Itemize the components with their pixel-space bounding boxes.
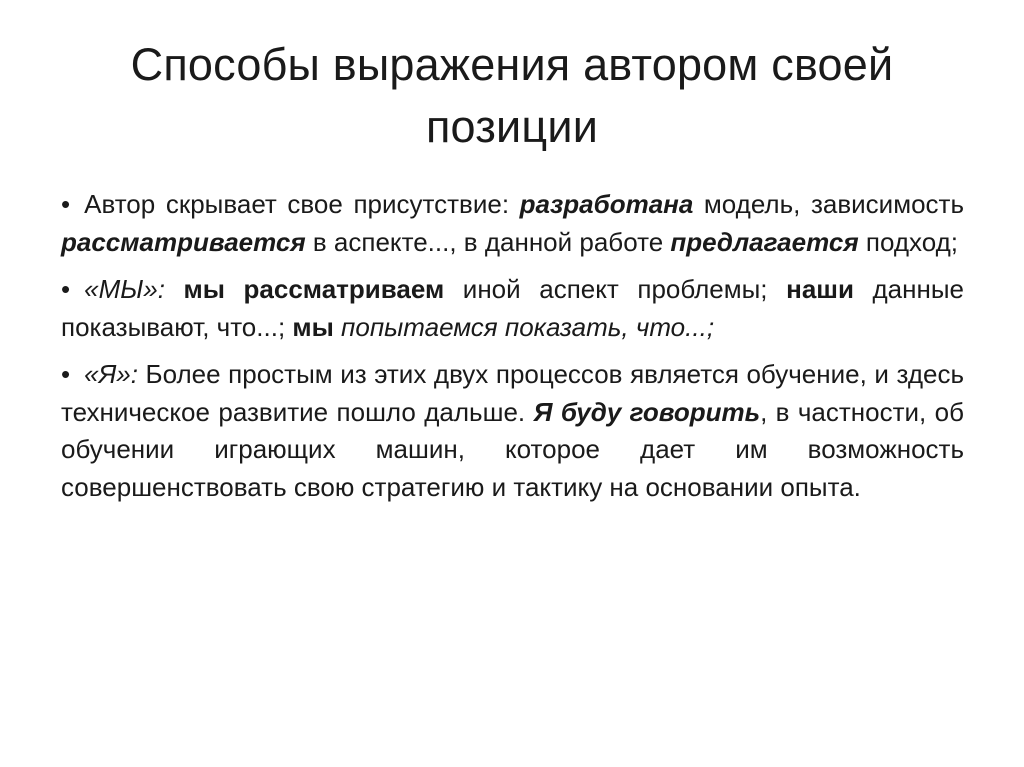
bullet-list	[61, 186, 964, 516]
emphasis-text: разработана	[519, 189, 694, 219]
slide-title: Способы выражения автором своей позиции	[130, 39, 894, 152]
item-label: «МЫ»:	[84, 274, 184, 304]
bullet-icon: •	[61, 359, 71, 389]
bullet-icon: •	[61, 274, 71, 304]
list-item	[61, 271, 964, 346]
item-text: в аспекте..., в данной работе	[305, 226, 671, 257]
item-text: подход;	[858, 226, 958, 257]
emphasis-text: предлагается	[670, 226, 859, 257]
emphasis-text: Я буду говорить	[533, 396, 761, 427]
emphasis-text: мы рассматриваем	[183, 274, 445, 304]
item-label: «Я»:	[84, 359, 138, 389]
item-text: иной аспект проблемы;	[444, 274, 787, 304]
emphasis-text: рассматривается	[61, 226, 306, 257]
item-text: Автор скрывает свое присутствие:	[84, 189, 520, 219]
item-text: данные показывают, что...;	[61, 274, 965, 342]
item-text: Более простым из этих двух процессов является обучение, и здесь техническое развитие пошло дальше.	[61, 359, 964, 427]
list-item	[61, 186, 964, 261]
emphasis-text: наши	[786, 274, 854, 304]
item-text: , в частности, об обучении играющих машин, которое дает им возможность совершенствовать свою стратегию и тактику на основании опыта.	[61, 396, 964, 502]
list-item	[61, 356, 964, 506]
bullet-icon: •	[61, 189, 71, 219]
emphasis-text: мы	[292, 311, 334, 342]
item-text: модель, зависимость	[693, 189, 964, 219]
item-text-italic: попытаемся показать, что...;	[333, 311, 715, 342]
